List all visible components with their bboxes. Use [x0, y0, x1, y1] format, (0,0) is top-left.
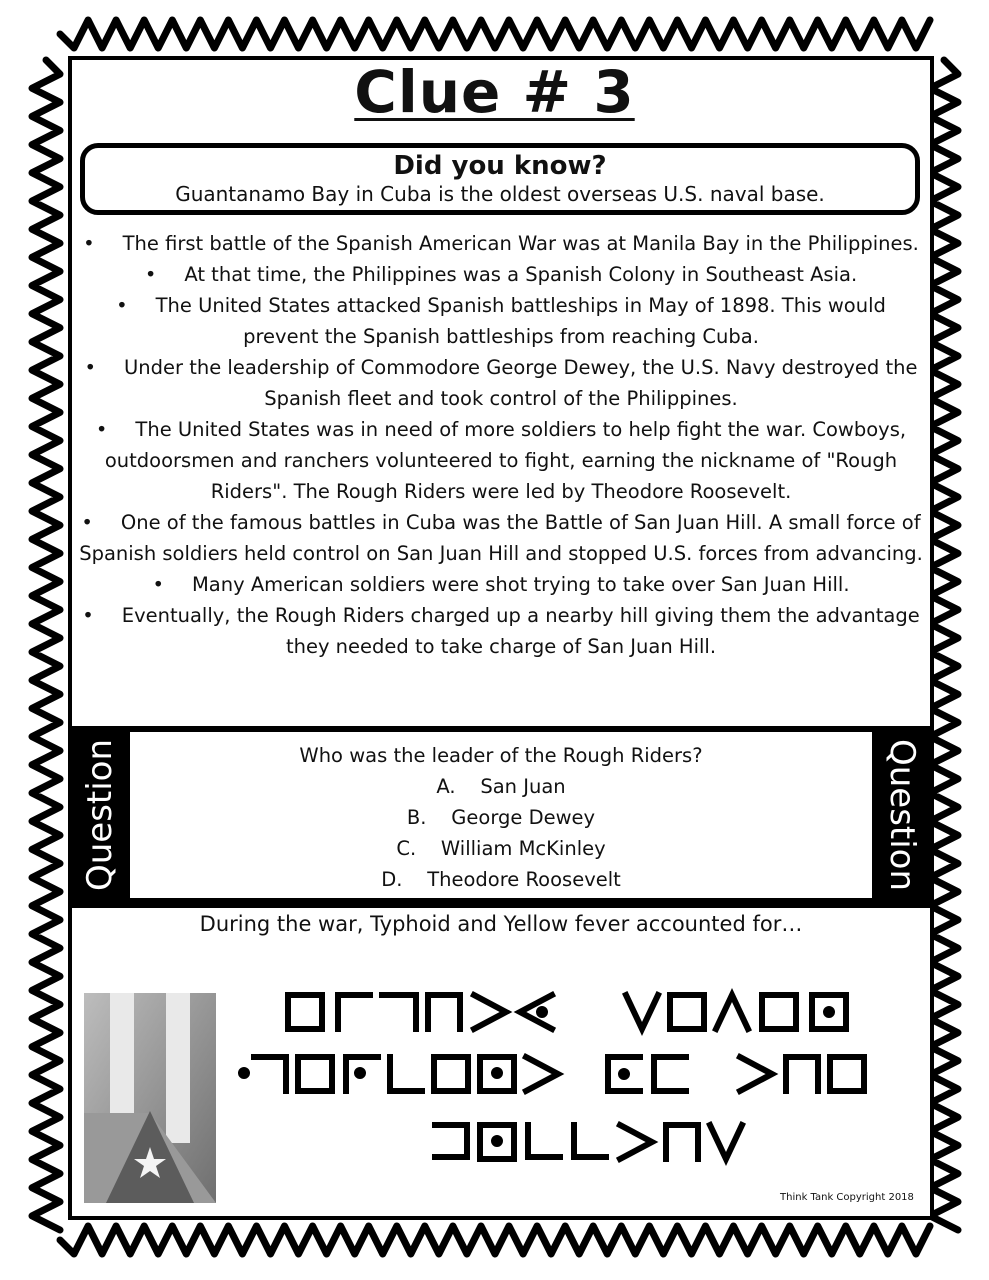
answer-option-a: A. San Juan — [436, 775, 566, 798]
fact-item: • Many American soldiers were shot trying to take over San Juan Hill. — [76, 569, 926, 600]
fact-item: • At that time, the Philippines was a Spanish Colony in Southeast Asia. — [76, 259, 926, 290]
question-prompt: Who was the leader of the Rough Riders? — [299, 744, 703, 767]
fact-item: • The United States attacked Spanish battleships in May of 1898. This would prevent the Spanish battleships from reaching Cuba. — [76, 290, 926, 352]
page-title: Clue # 3 — [354, 58, 635, 126]
section-divider — [70, 904, 932, 908]
fact-item: • The first battle of the Spanish American War was at Manila Bay in the Philippines. — [76, 228, 926, 259]
question-side-label-right: Question — [882, 738, 923, 892]
answer-option-d: D. Theodore Roosevelt — [381, 868, 621, 891]
fact-item: • Under the leadership of Commodore George Dewey, the U.S. Navy destroyed the Spanish fleet and took control of the Philippines. — [76, 352, 926, 414]
fact-item: • The United States was in need of more soldiers to help fight the war. Cowboys, outdoorsmen and ranchers volunteered to fight, earning the nickname of "Rough Riders". The Rough Riders were led by Theodore Roosevelt. — [76, 414, 926, 507]
pigpen-cipher-message — [230, 985, 920, 1185]
answer-option-c: C. William McKinley — [396, 837, 606, 860]
question-content — [130, 732, 872, 898]
cipher-prompt: During the war, Typhoid and Yellow fever accounted for… — [199, 912, 803, 936]
copyright-text: Think Tank Copyright 2018 — [780, 1192, 914, 1203]
fact-item: • Eventually, the Rough Riders charged up a nearby hill giving them the advantage they needed to take charge of San Juan Hill. — [76, 600, 926, 662]
question-side-label-left: Question — [80, 738, 121, 892]
answer-option-b: B. George Dewey — [406, 806, 596, 829]
did-you-know-box — [80, 143, 920, 215]
question-box — [70, 726, 932, 904]
did-you-know-heading: Did you know? — [393, 151, 607, 181]
fact-item: • One of the famous battles in Cuba was the Battle of San Juan Hill. A small force of Spanish soldiers held control on San Juan Hill and stopped U.S. forces from advancing. — [76, 507, 926, 569]
did-you-know-text: Guantanamo Bay in Cuba is the oldest overseas U.S. naval base. — [175, 182, 825, 206]
facts-list — [76, 228, 926, 662]
puerto-rico-flag-image — [84, 993, 216, 1203]
